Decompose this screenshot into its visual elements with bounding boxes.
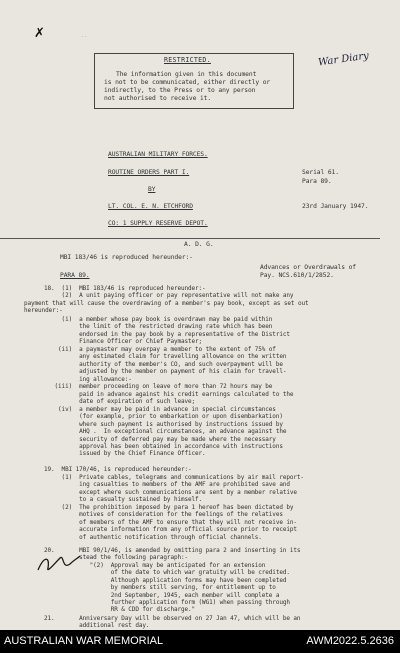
archive-footer [0,630,400,653]
unit-name: CO: 1 SUPPLY RESERVE DEPOT. [108,220,208,227]
body-line: except where such communications are sent by a member relative [44,488,297,496]
body-line: of the date to which war gratuity will be credited. [44,569,290,577]
body-line: further application form (WG1) when passing through [44,599,290,606]
restricted-line: The information given in this document [116,71,257,78]
section-mark: A. D. G. [184,241,214,248]
body-line: the limit of the restricted drawing rate which has been [44,323,273,331]
body-line: of members of the AMF to ensure that they will not receive in- [44,518,297,526]
body-line: stead the following paragraph:- [44,554,189,562]
by-label: BY [148,186,156,193]
signature-scribble [34,548,84,578]
body-line: security of deferred pay may be made where the necessary [44,435,276,443]
order-date: 23rd January 1947. [302,203,369,210]
handwritten-note: War Diary [317,50,370,69]
body-line: 20. MBI 90/1/46, is amended by omitting para 2 and inserting in its [44,547,301,554]
body-line: ing allowance:- [44,375,132,383]
body-line: approval has been obtained in accordance with instructions [44,443,283,450]
body-line: issued by the Chief Finance Officer. [44,450,206,458]
body-line: adjusted by the member on payment of his claim for travell- [44,368,287,376]
body-line: of authentic notification through official channels. [44,533,262,541]
restricted-line: indirectly, to the Press or to any person [104,87,256,94]
body-line: Finance Officer or Chief Paymaster; [44,338,203,346]
body-line: "(2) Approval may be anticipated for an extension [44,562,266,569]
section-divider [0,238,380,239]
commander-name: LT. COL. E. N. ETCHFORD [108,203,193,210]
body-line: (ii) a paymaster may overpay a member to the extent of 75% of [44,346,276,353]
forces-heading: AUSTRALIAN MILITARY FORCES. [108,151,208,158]
body-line: where such payment is authorised by instructions issued by [44,420,283,428]
orders-heading: ROUTINE ORDERS PART I. [108,169,190,176]
archive-name: AUSTRALIAN WAR MEMORIAL [4,635,164,647]
subject-line: Pay. NCS.610/1/2852. [260,272,334,279]
body-line: to a casualty sustained by himself. [44,496,203,504]
subject-line: Advances or Overdrawals of [260,264,356,271]
body-line: accurate information from any official source prior to receipt [44,526,297,534]
body-line: RR & CDD for discharge." [44,606,196,614]
body-line: ing casualties to members of the AMF are prohibited save and [44,481,290,489]
body-line: paid in advance against his credit earnings calculated to the [44,390,294,398]
body-line: (2) A unit paying officer or pay representative will not make any [44,292,294,300]
body-line: hereunder:- [24,307,63,315]
body-line: additional rest day. [44,622,150,630]
hole-punch-mark: · · [82,34,87,40]
restricted-line: is not to be communicated, either directly or [104,79,271,86]
body-line: AHQ . In exceptional circumstances, an advance against the [44,428,287,436]
restricted-line: not authorised to receive it. [104,95,212,102]
body-line: authority of the member's CO, and such overpayment will be [44,360,283,368]
body-line: (i) a member whose pay book is overdrawn may be paid within [44,316,273,323]
body-line: payment that will cause the overdrawing of a member's pay book, except as set out [24,299,309,307]
body-line: endorsed in the pay book by a representative of the District [44,330,290,338]
corner-mark: ✗ [34,26,45,41]
body-line: (for example, prior to embarkation or upon disembarkation) [44,413,283,421]
body-line: 21. Anniversary Day will be observed on 27 Jan 47, which will be an [44,615,301,622]
body-line: any estimated claim for travelling allowance on the written [44,353,287,361]
body-line: 18. (1) MBI 183/46 is reproduced hereunder:- [44,285,206,292]
para-label: PARA 89. [60,272,90,279]
body-line: 2nd September, 1945, each member will complete a [44,591,280,599]
body-line: 19. MBI 170/46, is reproduced hereunder:- [44,466,192,473]
body-line: by members still serving, for entitlement up to [44,584,276,592]
body-line: date of expiration of such leave; [44,398,196,406]
para-number: Para 89. [302,178,332,185]
body-line: Although application forms may have been completed [44,576,287,584]
archive-reference: AWM2022.5.2636 [306,635,394,647]
body-line: motives of consideration for the feelings of the relatives [44,511,283,519]
intro-line: MBI 183/46 is reproduced hereunder:- [60,254,193,261]
body-line: (2) The prohibition imposed by para 1 hereof has been dictated by [44,504,294,511]
body-line: (1) Private cables, telegrams and communications by air mail report- [44,474,304,481]
body-line: (iii) member proceeding on leave of more than 72 hours may be [44,383,273,391]
body-line: (iv) a member may be paid in advance in special circumstances [44,406,276,413]
serial-number: Serial 61. [302,169,339,176]
restricted-title: RESTRICTED. [164,56,211,64]
